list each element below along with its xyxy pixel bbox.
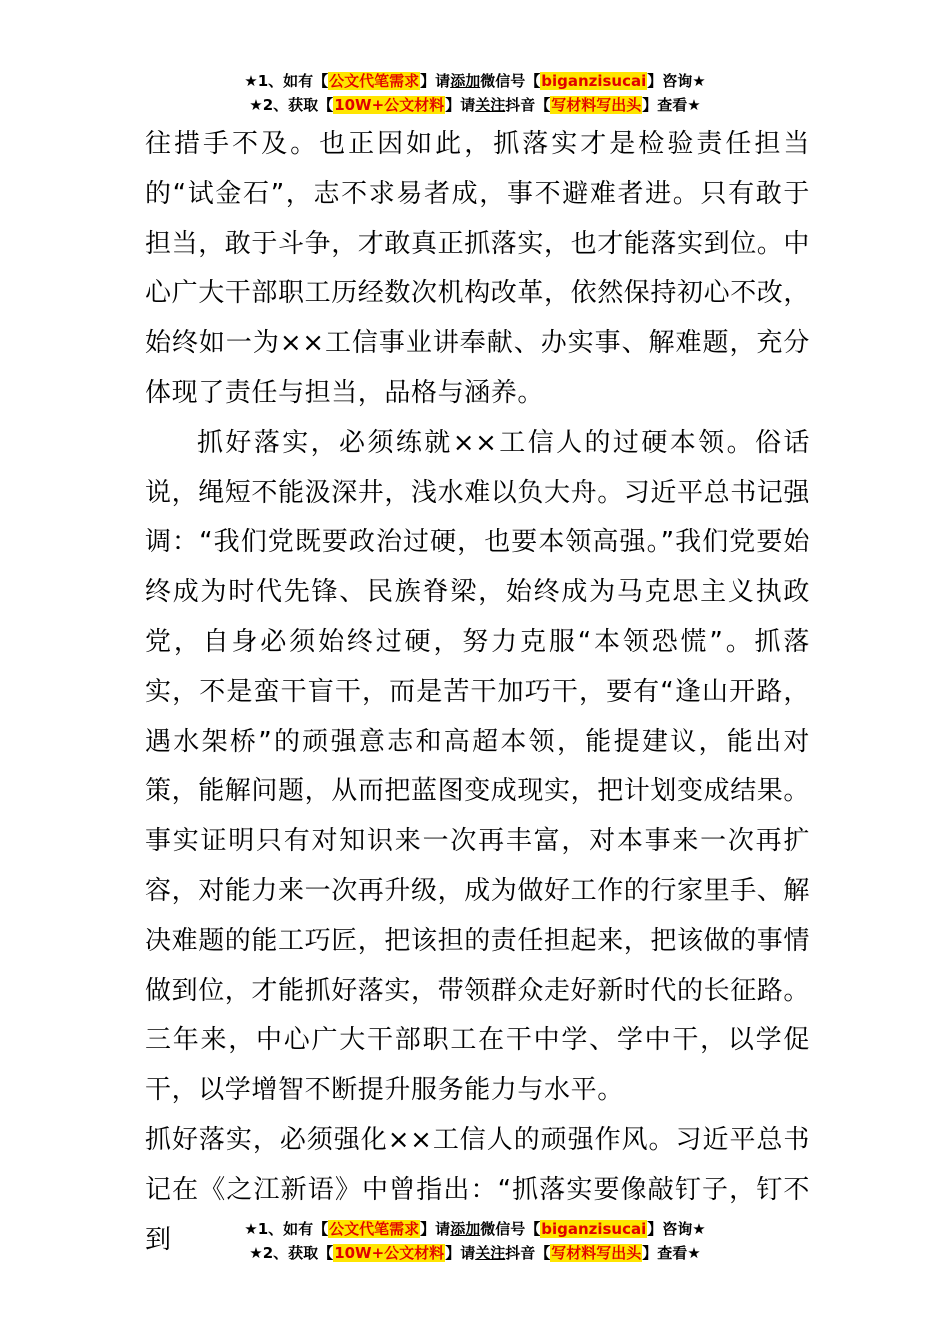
document-body bbox=[145, 120, 810, 1265]
promo-text: 】咨询★ bbox=[647, 72, 706, 90]
promo-highlight-douyin: 写材料写出头 bbox=[551, 96, 642, 114]
promo-text: ★2、获取【 bbox=[249, 1244, 334, 1262]
header-promo-banner bbox=[0, 70, 950, 118]
promo-text: 抖音【 bbox=[505, 1244, 551, 1262]
promo-text: ★1、如有【 bbox=[244, 72, 329, 90]
paragraph: 抓好落实，必须强化××工信人的顽强作风。习近平总书记在《之江新语》中曾指出：“抓落实要像敲钉子，钉不到 bbox=[145, 1124, 810, 1255]
promo-highlight-wechat-id: biganzisucai bbox=[541, 1220, 647, 1238]
promo-text: 】咨询★ bbox=[647, 1220, 706, 1238]
promo-line-1 bbox=[0, 1218, 950, 1242]
promo-highlight-douyin: 写材料写出头 bbox=[551, 1244, 642, 1262]
promo-line-1 bbox=[0, 70, 950, 94]
promo-text: ★1、如有【 bbox=[244, 1220, 329, 1238]
promo-text: ★2、获取【 bbox=[249, 96, 334, 114]
promo-underline: 关注 bbox=[475, 1244, 506, 1262]
promo-text: 抖音【 bbox=[505, 96, 551, 114]
paragraph: 往措手不及。也正因如此，抓落实才是检验责任担当的“试金石”，志不求易者成，事不避难者进。只有敢于担当，敢于斗争，才敢真正抓落实，也才能落实到位。中心广大干部职工历经数次机构改革，依然保持初心不改，始终如一为××工信事业讲奉献、办实事、解难题，充分体现了责任与担当，品格与涵养。 bbox=[145, 129, 811, 408]
promo-text: 】请 bbox=[420, 72, 451, 90]
promo-text: 微信号【 bbox=[480, 72, 541, 90]
promo-highlight-wechat-id: biganzisucai bbox=[541, 72, 647, 90]
promo-underline: 关注 bbox=[475, 96, 506, 114]
promo-text: 】查看★ bbox=[642, 1244, 701, 1262]
promo-highlight: 公文代笔需求 bbox=[329, 72, 420, 90]
promo-line-2 bbox=[0, 94, 950, 118]
promo-text: 】请 bbox=[445, 1244, 476, 1262]
promo-text: 】请 bbox=[445, 96, 476, 114]
footer-promo-banner bbox=[0, 1218, 950, 1266]
promo-text: 】请 bbox=[420, 1220, 451, 1238]
promo-underline: 添加 bbox=[450, 72, 481, 90]
promo-highlight: 10W+公文材料 bbox=[334, 1244, 445, 1262]
promo-text: 】查看★ bbox=[642, 96, 701, 114]
promo-line-2 bbox=[0, 1242, 950, 1266]
promo-highlight: 公文代笔需求 bbox=[329, 1220, 420, 1238]
promo-underline: 添加 bbox=[450, 1220, 481, 1238]
promo-highlight: 10W+公文材料 bbox=[334, 96, 445, 114]
promo-text: 微信号【 bbox=[480, 1220, 541, 1238]
paragraph: 抓好落实，必须练就××工信人的过硬本领。俗话说，绳短不能汲深井，浅水难以负大舟。习近平总书记强调：“我们党既要政治过硬，也要本领高强。”我们党要始终成为时代先锋、民族脊梁，始终成为马克思主义执政党，自身必须始终过硬，努力克服“本领恐慌”。抓落实，不是蛮干盲干，而是苦干加巧干，要有“逢山开路，遇水架桥”的顽强意志和高超本领，能提建议，能出对策，能解问题，从而把蓝图变成现实，把计划变成结果。事实证明只有对知识来一次再丰富，对本事来一次再扩容，对能力来一次再升级，成为做好工作的行家里手、解决难题的能工巧匠，把该担的责任担起来，把该做的事情做到位，才能抓好落实，带领群众走好新时代的长征路。三年来，中心广大干部职工在干中学、学中干，以学促干，以学增智不断提升服务能力与水平。 bbox=[145, 427, 811, 1106]
